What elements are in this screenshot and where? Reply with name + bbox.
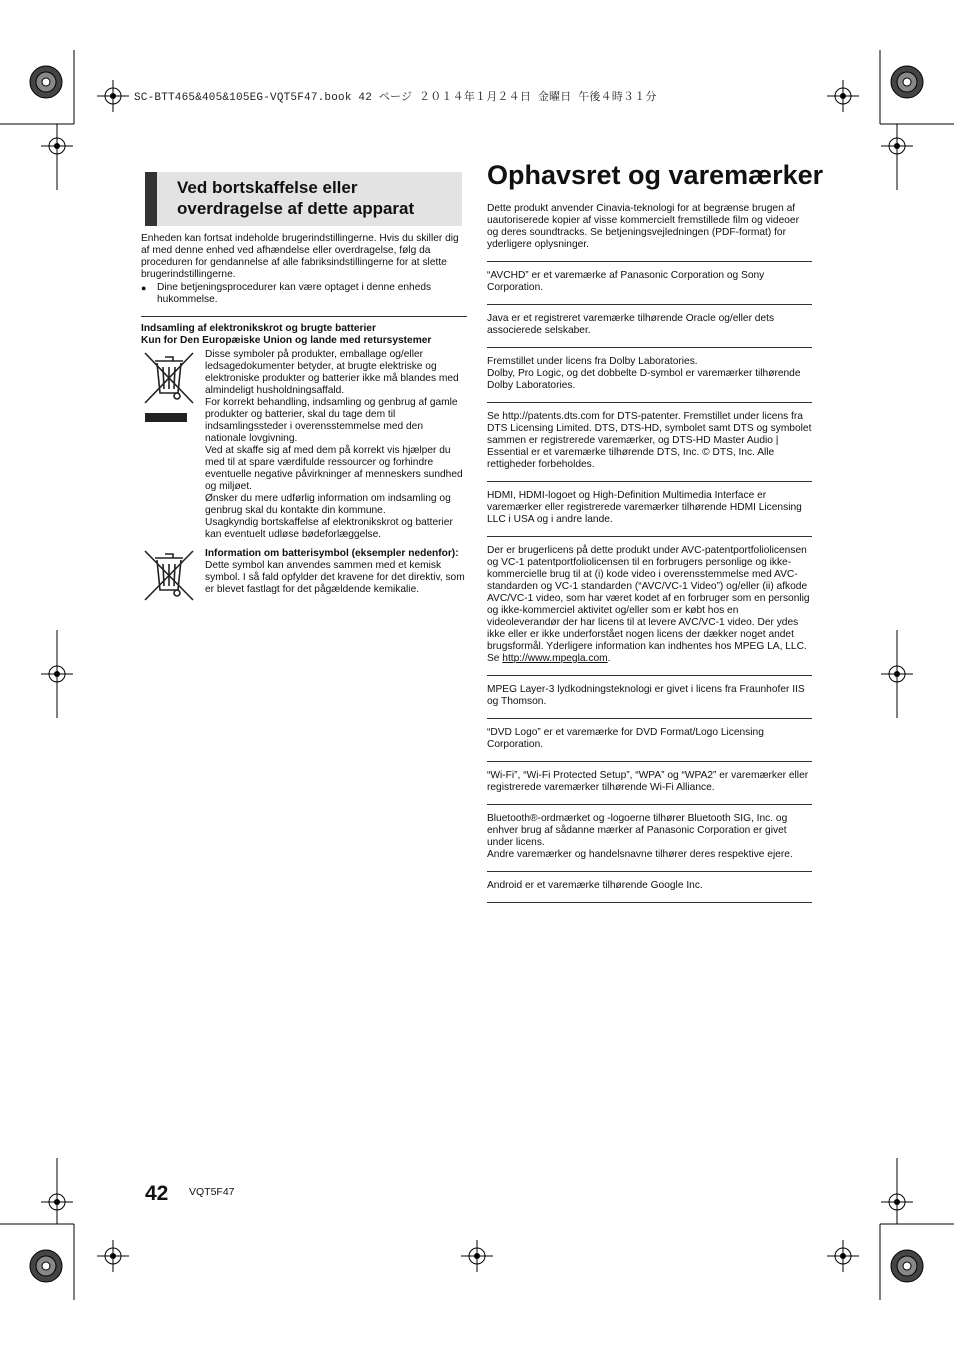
crossed-bin-icon	[141, 349, 197, 427]
print-header: SC-BTT465&405&105EG-VQT5F47.book 42 ページ ２０１４年１月２４日 金曜日 午後４時３１分	[134, 92, 657, 104]
disposal-heading-line1: Ved bortskaffelse eller	[177, 178, 358, 197]
trademark-text: Java er et registreret varemærke tilhørende Oracle og/eller dets associerede selskaber.	[487, 313, 775, 336]
battery-symbol-block	[141, 548, 467, 608]
bullet-item	[141, 282, 467, 306]
trademark-text: Android er et varemærke tilhørende Google Inc.	[487, 880, 703, 891]
trademark-item	[487, 203, 812, 262]
trademark-item	[487, 727, 812, 762]
crossed-bin-battery-icon	[141, 548, 197, 604]
battery-text-block	[205, 548, 467, 608]
trademark-text: MPEG Layer-3 lydkodningsteknologi er givet i licens fra Fraunhofer IIS og Thomson.	[487, 684, 805, 707]
trademark-text: Se http://patents.dts.com for DTS-patenter. Fremstillet under licens fra DTS Licensing Limited. DTS, DTS-HD, symbolet samt DTS og symbolet sammen er registrerede varemærker, og DTS-HD Master Audio | Essential er et varemærke tilhørende DTS, Inc. © DTS, Inc. Alle rettigheder forbeholdes.	[487, 411, 812, 470]
trademark-list	[487, 203, 812, 911]
trademark-item	[487, 684, 812, 719]
collection-paragraph: Ønsker du mere udførlig information om indsamling og genbrug skal du kontakte din kommune.	[205, 493, 451, 516]
trademark-text: HDMI, HDMI-logoet og High-Definition Multimedia Interface er varemærker eller registrerede varemærker tilhørende HDMI Licensing LLC i USA og i andre lande.	[487, 490, 802, 525]
weee-symbols	[141, 349, 205, 541]
collection-paragraph: Usagkyndig bortskaffelse af elektronikskrot og batterier kan eventuelt udløse bødeforlæggelse.	[205, 517, 453, 540]
disposal-heading	[145, 172, 462, 226]
trademark-item	[487, 545, 812, 676]
link-prefix: Se	[487, 653, 503, 664]
trademark-item	[487, 770, 812, 805]
trademark-text: Andre varemærker og handelsnavne tilhører deres respektive ejere.	[487, 849, 793, 860]
trademark-item	[487, 880, 812, 903]
trademark-item	[487, 356, 812, 403]
trademark-text: Bluetooth®-ordmærket og -logoerne tilhører Bluetooth SIG, Inc. og enhver brug af sådanne mærker af Panasonic Corporation er givet under licens.	[487, 813, 788, 848]
battery-symbol	[141, 548, 205, 608]
disposal-section	[141, 233, 467, 608]
trademark-text: Dolby, Pro Logic, og det dobbelte D-symbol er varemærker tilhørende Dolby Laboratories.	[487, 368, 801, 391]
weee-symbol-block	[141, 349, 467, 541]
collection-text	[205, 349, 467, 541]
battery-title: Information om batterisymbol (eksempler nedenfor):	[205, 548, 459, 559]
trademark-text: “Wi-Fi”, “Wi-Fi Protected Setup”, “WPA” og “WPA2” er varemærker eller registrerede varemærker tilhørende Wi-Fi Alliance.	[487, 770, 809, 793]
bullet-mark: ●	[141, 283, 147, 293]
mpegla-link[interactable]: http://www.mpegla.com	[502, 653, 608, 664]
disposal-heading-line2: overdragelse af dette apparat	[177, 199, 415, 218]
page-title: Ophavsret og varemærker	[487, 160, 824, 190]
trademark-item	[487, 490, 812, 537]
trademark-text: Der er brugerlicens på dette produkt under AVC-patentportfoliolicensen og VC-1 patentportfoliolicensen til en forbrugers personlige og ikke-kommercielle brug til at (i) kode video i overensstemmelse med AVC-standarden og VC-1 standarden (“AVC/VC-1 Video”) og/eller (ii) afkode AVC/VC-1 video, som har været kodet af en forbruger som en personlig og ikke-kommerciel aktivitet og/eller som er købt hos en videoleverandør der har licens til at levere AVC/VC-1 video. Der ydes ikke eller er ikke underforstået nogen licens der dækker noget andet brugsformål. Yderligere information kan indhentes hos MPEG LA, LLC.	[487, 545, 810, 652]
document-code: VQT5F47	[189, 1186, 235, 1198]
collection-paragraph: For korrekt behandling, indsamling og genbrug af gamle produkter og batterier, skal du tage dem til indsamlingssteder i overensstemmelse med den nationale lovgivning.	[205, 397, 458, 444]
trademark-text: Fremstillet under licens fra Dolby Laboratories.	[487, 356, 698, 367]
battery-text: Dette symbol kan anvendes sammen med et kemisk symbol. I så fald opfylder det kravene for det direktiv, som er blevet fastlagt for det pågældende kemikalie.	[205, 560, 465, 595]
trademark-text: Dette produkt anvender Cinavia-teknologi for at begrænse brugen af uautoriserede kopier af visse kommercielt fremstillede film og videoer og deres soundtracks. Se betjeningsvejledningen (PDF-format) for yderligere oplysninger.	[487, 203, 799, 250]
disposal-intro: Enheden kan fortsat indeholde brugerindstillingerne. Hvis du skiller dig af med denne enhed ved afhændelse eller overdragelse, følg da proceduren for gendannelse af alle fabriksindstillingerne for at slette brugerindstillingerne.	[141, 233, 459, 280]
page-number: 42	[145, 1182, 169, 1205]
divider	[141, 316, 467, 317]
trademark-item	[487, 813, 812, 872]
collection-title-2: Kun for Den Europæiske Union og lande med retursystemer	[141, 335, 432, 346]
trademark-item	[487, 411, 812, 482]
collection-paragraph: Disse symboler på produkter, emballage og/eller ledsagedokumenter betyder, at brugte elektriske og elektroniske produkter og batterier ikke må blandes med almindeligt husholdningsaffald.	[205, 349, 459, 396]
bullet-text: Dine betjeningsprocedurer kan være optaget i denne enheds hukommelse.	[157, 282, 432, 305]
link-suffix: .	[607, 653, 611, 664]
trademark-text: “AVCHD” er et varemærke af Panasonic Corporation og Sony Corporation.	[487, 270, 765, 293]
trademark-item	[487, 313, 812, 348]
trademark-text: “DVD Logo” er et varemærke for DVD Format/Logo Licensing Corporation.	[487, 727, 764, 750]
collection-title-1: Indsamling af elektronikskrot og brugte batterier	[141, 323, 376, 334]
collection-paragraph: Ved at skaffe sig af med dem på korrekt vis hjælper du med til at spare værdifulde ressourcer og forhindre eventuelle negative påvirkninger af menneskers sundhed og miljøet.	[205, 445, 463, 492]
trademark-item	[487, 270, 812, 305]
mpegla-line	[487, 653, 812, 665]
